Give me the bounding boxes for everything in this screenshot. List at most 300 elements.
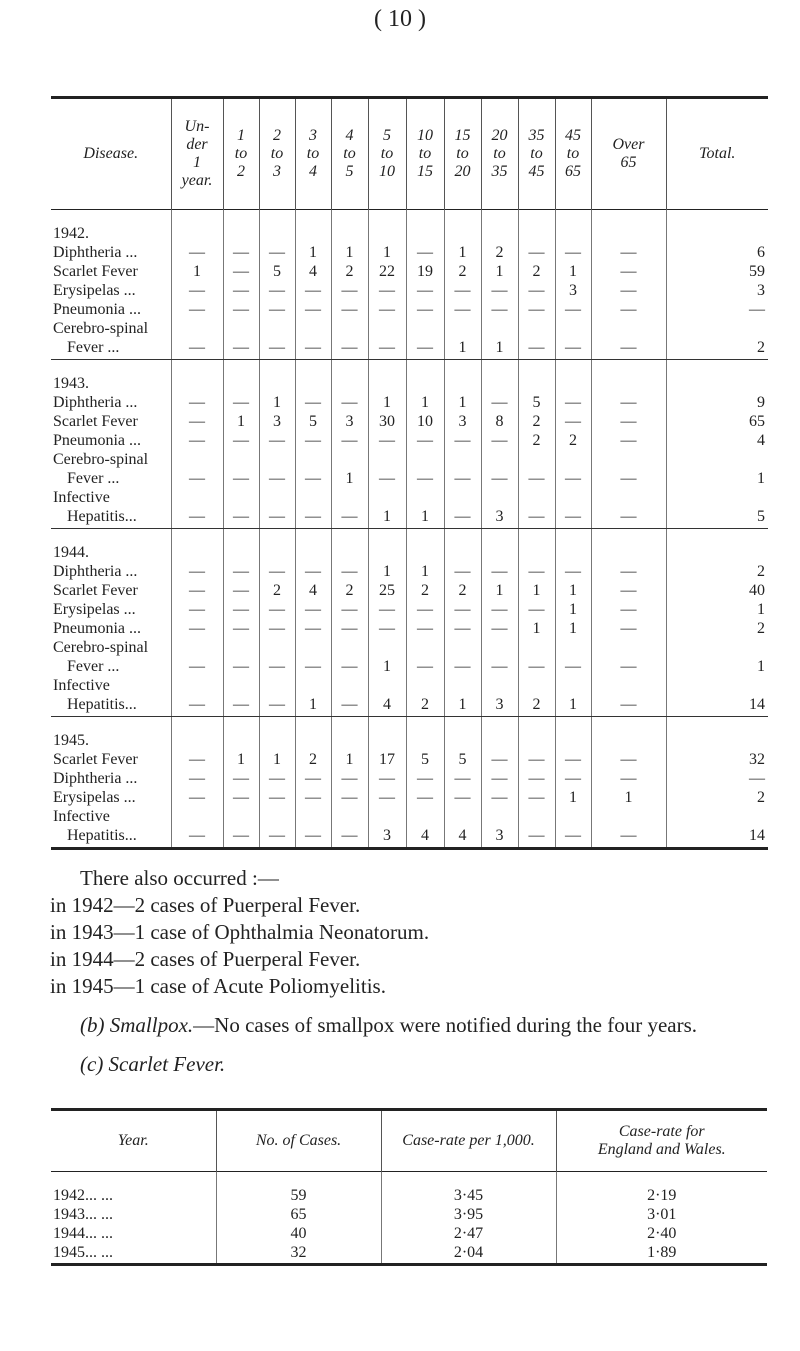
count-cell: 1 xyxy=(368,657,406,676)
total-cell: 1 xyxy=(666,600,768,619)
count-cell xyxy=(259,676,295,695)
count-cell xyxy=(555,638,591,657)
count-cell: — xyxy=(591,469,666,488)
count-cell xyxy=(555,529,591,563)
value-cell: 1·89 xyxy=(556,1243,767,1265)
count-cell: — xyxy=(259,507,295,529)
column-header: Total. xyxy=(666,98,768,210)
count-cell: — xyxy=(171,695,223,717)
count-cell: — xyxy=(331,300,368,319)
total-cell xyxy=(666,210,768,244)
count-cell: 3 xyxy=(555,281,591,300)
count-cell: 3 xyxy=(481,695,518,717)
table-row xyxy=(51,507,768,529)
count-cell: — xyxy=(223,393,259,412)
count-cell: — xyxy=(481,788,518,807)
count-cell: 1 xyxy=(259,393,295,412)
count-cell xyxy=(444,450,481,469)
count-cell xyxy=(481,210,518,244)
count-cell xyxy=(481,638,518,657)
total-cell: 1 xyxy=(666,469,768,488)
count-cell xyxy=(259,360,295,394)
count-cell xyxy=(295,807,331,826)
count-cell: — xyxy=(295,769,331,788)
count-cell xyxy=(591,638,666,657)
count-cell: — xyxy=(171,750,223,769)
count-cell: — xyxy=(591,826,666,849)
count-cell xyxy=(368,807,406,826)
count-cell: 2 xyxy=(555,431,591,450)
count-cell xyxy=(481,488,518,507)
count-cell: — xyxy=(223,695,259,717)
count-cell: — xyxy=(481,619,518,638)
label-row xyxy=(51,638,768,657)
count-cell xyxy=(481,360,518,394)
count-cell xyxy=(555,488,591,507)
total-cell: 2 xyxy=(666,562,768,581)
table-header-row xyxy=(51,1110,767,1172)
count-cell: 1 xyxy=(406,393,444,412)
count-cell: — xyxy=(406,657,444,676)
disease-cell: 1944. xyxy=(53,544,89,561)
count-cell: — xyxy=(331,431,368,450)
total-cell: 14 xyxy=(666,826,768,849)
count-cell xyxy=(331,319,368,338)
count-cell: — xyxy=(591,243,666,262)
table-row xyxy=(51,657,768,676)
count-cell: — xyxy=(295,469,331,488)
count-cell xyxy=(368,529,406,563)
count-cell: — xyxy=(591,262,666,281)
count-cell xyxy=(518,717,555,751)
notifiable-diseases-table xyxy=(51,96,768,850)
count-cell: 1 xyxy=(295,695,331,717)
value-cell: 2·04 xyxy=(381,1243,556,1265)
disease-cell: Fever ... xyxy=(67,658,120,675)
count-cell: — xyxy=(591,300,666,319)
count-cell xyxy=(555,676,591,695)
count-cell: — xyxy=(444,619,481,638)
count-cell: — xyxy=(368,338,406,360)
count-cell: — xyxy=(259,600,295,619)
count-cell: — xyxy=(295,600,331,619)
page-number: ( 10 ) xyxy=(374,6,426,32)
total-cell: 9 xyxy=(666,393,768,412)
count-cell: — xyxy=(481,469,518,488)
count-cell: — xyxy=(259,243,295,262)
total-cell xyxy=(666,319,768,338)
count-cell xyxy=(223,807,259,826)
count-cell: — xyxy=(223,657,259,676)
count-cell: — xyxy=(171,412,223,431)
count-cell: — xyxy=(481,750,518,769)
count-cell xyxy=(171,638,223,657)
count-cell: 5 xyxy=(518,393,555,412)
total-cell xyxy=(666,529,768,563)
table-row xyxy=(51,788,768,807)
column-header: Over 65 xyxy=(591,98,666,210)
count-cell: — xyxy=(406,300,444,319)
value-cell: 59 xyxy=(216,1172,381,1206)
count-cell: — xyxy=(555,469,591,488)
count-cell: — xyxy=(518,769,555,788)
count-cell: — xyxy=(481,769,518,788)
count-cell xyxy=(223,676,259,695)
count-cell: — xyxy=(591,562,666,581)
count-cell: — xyxy=(223,769,259,788)
count-cell xyxy=(518,676,555,695)
label-row xyxy=(51,807,768,826)
count-cell: 1 xyxy=(223,412,259,431)
count-cell: — xyxy=(518,469,555,488)
count-cell xyxy=(171,807,223,826)
count-cell xyxy=(518,807,555,826)
count-cell: — xyxy=(555,657,591,676)
count-cell xyxy=(368,676,406,695)
year-cell: 1943... ... xyxy=(53,1206,113,1223)
count-cell: — xyxy=(331,338,368,360)
count-cell: — xyxy=(591,281,666,300)
count-cell: — xyxy=(171,788,223,807)
count-cell xyxy=(481,529,518,563)
count-cell: 1 xyxy=(518,581,555,600)
count-cell: — xyxy=(481,431,518,450)
count-cell: 3 xyxy=(481,826,518,849)
table-row xyxy=(51,262,768,281)
label-row xyxy=(51,488,768,507)
count-cell xyxy=(444,210,481,244)
column-header: 2 to 3 xyxy=(259,98,295,210)
count-cell xyxy=(171,319,223,338)
count-cell xyxy=(555,450,591,469)
count-cell: — xyxy=(259,562,295,581)
table-row xyxy=(51,243,768,262)
count-cell: — xyxy=(406,243,444,262)
count-cell xyxy=(259,807,295,826)
smallpox-heading: (b) Smallpox. xyxy=(80,1013,194,1037)
column-header: 45 to 65 xyxy=(555,98,591,210)
count-cell xyxy=(555,717,591,751)
count-cell xyxy=(171,529,223,563)
table-row xyxy=(51,581,768,600)
count-cell: — xyxy=(331,393,368,412)
count-cell: — xyxy=(259,769,295,788)
count-cell: — xyxy=(444,469,481,488)
count-cell xyxy=(591,807,666,826)
count-cell: 4 xyxy=(295,581,331,600)
column-header: Case-rate for England and Wales. xyxy=(556,1110,767,1172)
count-cell xyxy=(223,319,259,338)
count-cell: — xyxy=(406,600,444,619)
count-cell: — xyxy=(518,507,555,529)
count-cell: — xyxy=(295,788,331,807)
count-cell: — xyxy=(331,826,368,849)
count-cell: — xyxy=(295,507,331,529)
count-cell xyxy=(518,210,555,244)
count-cell: — xyxy=(555,750,591,769)
count-cell: — xyxy=(444,769,481,788)
count-cell: 5 xyxy=(406,750,444,769)
count-cell xyxy=(481,450,518,469)
count-cell: — xyxy=(368,788,406,807)
count-cell: — xyxy=(406,769,444,788)
disease-cell: Scarlet Fever xyxy=(53,413,138,430)
count-cell: — xyxy=(295,562,331,581)
count-cell: — xyxy=(555,393,591,412)
count-cell xyxy=(444,488,481,507)
count-cell: 17 xyxy=(368,750,406,769)
count-cell xyxy=(406,529,444,563)
count-cell xyxy=(223,488,259,507)
total-cell xyxy=(666,676,768,695)
column-header: No. of Cases. xyxy=(216,1110,381,1172)
count-cell: — xyxy=(591,581,666,600)
count-cell: 2 xyxy=(518,431,555,450)
count-cell: — xyxy=(368,431,406,450)
value-cell: 3·95 xyxy=(381,1205,556,1224)
count-cell: — xyxy=(555,243,591,262)
table-row xyxy=(51,562,768,581)
count-cell: — xyxy=(171,657,223,676)
disease-cell: Hepatitis... xyxy=(51,507,171,529)
count-cell xyxy=(331,210,368,244)
count-cell xyxy=(518,360,555,394)
disease-cell: Erysipelas ... xyxy=(53,789,136,806)
count-cell: 1 xyxy=(331,469,368,488)
total-cell xyxy=(666,450,768,469)
count-cell: — xyxy=(331,281,368,300)
table-header-row xyxy=(51,98,768,210)
total-cell xyxy=(666,807,768,826)
scarlet-fever-table xyxy=(51,1108,767,1266)
count-cell: — xyxy=(444,507,481,529)
count-cell: — xyxy=(331,600,368,619)
count-cell: — xyxy=(555,826,591,849)
count-cell xyxy=(295,319,331,338)
count-cell: — xyxy=(518,600,555,619)
count-cell: — xyxy=(368,600,406,619)
disease-cell: 1945. xyxy=(53,732,89,749)
table-row xyxy=(51,1205,767,1224)
column-header: 4 to 5 xyxy=(331,98,368,210)
table-row xyxy=(51,600,768,619)
count-cell xyxy=(444,676,481,695)
count-cell: — xyxy=(444,788,481,807)
count-cell: 1 xyxy=(406,507,444,529)
table-row xyxy=(51,300,768,319)
count-cell: — xyxy=(406,431,444,450)
disease-cell: Infective xyxy=(53,808,110,825)
count-cell: — xyxy=(444,300,481,319)
count-cell: — xyxy=(223,431,259,450)
year-row xyxy=(51,529,768,563)
count-cell: — xyxy=(591,393,666,412)
count-cell xyxy=(555,210,591,244)
count-cell: — xyxy=(295,393,331,412)
count-cell: — xyxy=(171,281,223,300)
table-row xyxy=(51,619,768,638)
count-cell: — xyxy=(171,393,223,412)
total-cell: 32 xyxy=(666,750,768,769)
table-row xyxy=(51,393,768,412)
count-cell: 4 xyxy=(444,826,481,849)
count-cell xyxy=(171,450,223,469)
count-cell: 2 xyxy=(331,262,368,281)
disease-cell: Diphtheria ... xyxy=(53,770,138,787)
count-cell xyxy=(259,488,295,507)
count-cell: 2 xyxy=(481,243,518,262)
year-cell: 1942... ... xyxy=(53,1187,113,1204)
count-cell: 1 xyxy=(481,581,518,600)
count-cell: — xyxy=(331,619,368,638)
count-cell: 2 xyxy=(444,581,481,600)
value-cell: 2·19 xyxy=(556,1172,767,1206)
column-header: 1 to 2 xyxy=(223,98,259,210)
count-cell xyxy=(171,360,223,394)
value-cell: 40 xyxy=(216,1224,381,1243)
count-cell xyxy=(368,319,406,338)
count-cell: — xyxy=(368,769,406,788)
count-cell xyxy=(518,529,555,563)
count-cell xyxy=(368,717,406,751)
count-cell: — xyxy=(591,507,666,529)
column-header: 10 to 15 xyxy=(406,98,444,210)
table-row xyxy=(51,412,768,431)
count-cell: 3 xyxy=(331,412,368,431)
count-cell: — xyxy=(481,562,518,581)
count-cell: 5 xyxy=(295,412,331,431)
disease-cell: Scarlet Fever xyxy=(53,751,138,768)
table-row xyxy=(51,431,768,450)
count-cell xyxy=(406,319,444,338)
count-cell: 1 xyxy=(555,619,591,638)
year-row xyxy=(51,360,768,394)
table-row xyxy=(51,1172,767,1206)
count-cell: 1 xyxy=(555,581,591,600)
count-cell xyxy=(406,717,444,751)
disease-cell: Scarlet Fever xyxy=(53,582,138,599)
notes-section xyxy=(50,865,770,1078)
count-cell xyxy=(223,717,259,751)
count-cell: — xyxy=(481,393,518,412)
count-cell: — xyxy=(518,657,555,676)
total-cell: 2 xyxy=(666,338,768,360)
count-cell: 3 xyxy=(444,412,481,431)
count-cell: — xyxy=(223,507,259,529)
count-cell: — xyxy=(259,826,295,849)
count-cell: — xyxy=(591,338,666,360)
count-cell: — xyxy=(406,281,444,300)
count-cell: 1 xyxy=(295,243,331,262)
count-cell: — xyxy=(295,431,331,450)
count-cell: — xyxy=(406,619,444,638)
count-cell: — xyxy=(223,562,259,581)
count-cell xyxy=(259,319,295,338)
count-cell xyxy=(171,210,223,244)
count-cell xyxy=(171,676,223,695)
count-cell xyxy=(368,360,406,394)
count-cell xyxy=(444,529,481,563)
count-cell xyxy=(295,676,331,695)
note-line: in 1943—1 case of Ophthalmia Neonatorum. xyxy=(50,920,430,944)
count-cell xyxy=(368,488,406,507)
value-cell: 65 xyxy=(216,1205,381,1224)
count-cell xyxy=(406,676,444,695)
count-cell: 1 xyxy=(406,562,444,581)
disease-cell: Hepatitis... xyxy=(51,826,171,849)
count-cell: — xyxy=(518,788,555,807)
count-cell: 1 xyxy=(368,243,406,262)
total-cell: — xyxy=(666,300,768,319)
count-cell: — xyxy=(331,657,368,676)
count-cell: — xyxy=(591,431,666,450)
disease-cell: Erysipelas ... xyxy=(53,282,136,299)
disease-cell: Cerebro-spinal xyxy=(53,451,149,468)
table-row xyxy=(51,695,768,717)
total-cell: 4 xyxy=(666,431,768,450)
count-cell: — xyxy=(171,243,223,262)
count-cell xyxy=(591,210,666,244)
count-cell: — xyxy=(171,600,223,619)
total-cell: 65 xyxy=(666,412,768,431)
table-row xyxy=(51,1243,767,1265)
count-cell: — xyxy=(555,412,591,431)
count-cell: — xyxy=(406,338,444,360)
count-cell: 1 xyxy=(259,750,295,769)
disease-cell: Fever ... xyxy=(51,338,171,360)
count-cell: — xyxy=(171,300,223,319)
count-cell xyxy=(259,717,295,751)
count-cell xyxy=(444,807,481,826)
count-cell xyxy=(223,638,259,657)
count-cell xyxy=(591,717,666,751)
count-cell xyxy=(331,360,368,394)
count-cell: — xyxy=(171,769,223,788)
count-cell: — xyxy=(171,338,223,360)
column-header: Case-rate per 1,000. xyxy=(381,1110,556,1172)
count-cell: — xyxy=(223,243,259,262)
notes-intro: There also occurred :— xyxy=(80,866,279,890)
count-cell: — xyxy=(295,826,331,849)
count-cell: — xyxy=(331,507,368,529)
count-cell: 1 xyxy=(518,619,555,638)
count-cell: 3 xyxy=(368,826,406,849)
count-cell: — xyxy=(331,562,368,581)
count-cell xyxy=(368,638,406,657)
count-cell: — xyxy=(223,826,259,849)
count-cell: — xyxy=(295,657,331,676)
total-cell xyxy=(666,638,768,657)
label-row xyxy=(51,676,768,695)
count-cell: 2 xyxy=(259,581,295,600)
count-cell: — xyxy=(518,243,555,262)
count-cell: 3 xyxy=(481,507,518,529)
total-cell: 2 xyxy=(666,619,768,638)
count-cell: — xyxy=(555,300,591,319)
count-cell: 1 xyxy=(331,750,368,769)
count-cell xyxy=(555,319,591,338)
count-cell xyxy=(591,450,666,469)
count-cell: — xyxy=(444,657,481,676)
count-cell xyxy=(406,450,444,469)
count-cell: — xyxy=(331,769,368,788)
count-cell: 1 xyxy=(444,393,481,412)
disease-cell: Scarlet Fever xyxy=(53,263,138,280)
count-cell: 4 xyxy=(368,695,406,717)
disease-cell: Diphtheria ... xyxy=(53,394,138,411)
count-cell xyxy=(406,488,444,507)
count-cell: 2 xyxy=(331,581,368,600)
